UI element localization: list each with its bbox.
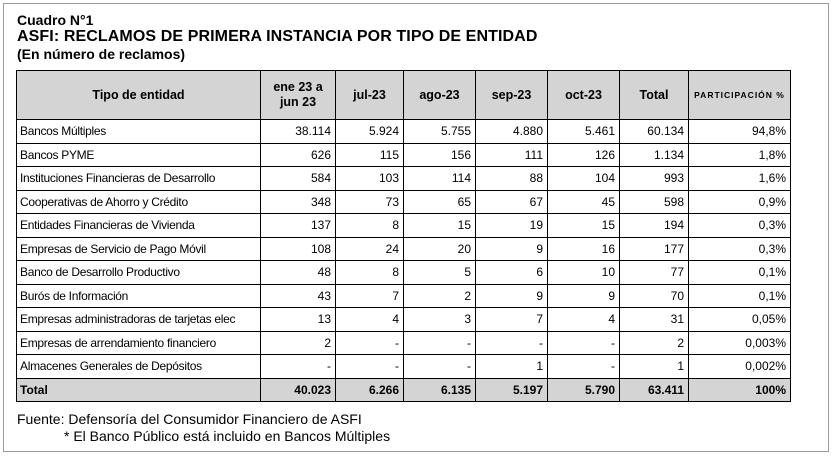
value-cell: 5 [404, 261, 476, 285]
total-value-cell: 5.197 [476, 378, 548, 401]
value-cell: 5.924 [336, 120, 404, 144]
value-cell: 4 [336, 308, 404, 332]
entity-name-cell: Burós de Información [17, 284, 261, 308]
table-row [17, 143, 791, 167]
value-cell: - [261, 355, 336, 379]
column-header-entity-type: Tipo de entidad [17, 71, 261, 120]
value-cell: 114 [404, 167, 476, 191]
title-block [17, 12, 537, 62]
value-cell: 177 [620, 237, 689, 261]
value-cell: 0,3% [689, 237, 791, 261]
value-cell: 111 [476, 143, 548, 167]
table-row [17, 190, 791, 214]
value-cell: 1.134 [620, 143, 689, 167]
value-cell: 1 [476, 355, 548, 379]
table-row [17, 167, 791, 191]
value-cell: 1,6% [689, 167, 791, 191]
column-header-sep: sep-23 [476, 71, 548, 120]
value-cell: 0,003% [689, 331, 791, 355]
footnote: * El Banco Público está incluido en Bancos Múltiples [64, 428, 391, 444]
entity-name-cell: Instituciones Financieras de Desarrollo [17, 167, 261, 191]
total-value-cell: 5.790 [548, 378, 620, 401]
entity-name-cell: Almacenes Generales de Depósitos [17, 355, 261, 379]
value-cell: 2 [404, 284, 476, 308]
value-cell: 13 [261, 308, 336, 332]
source-note: Fuente: Defensoría del Consumidor Financiero de ASFI [17, 411, 362, 427]
value-cell: 4 [548, 308, 620, 332]
value-cell: 3 [404, 308, 476, 332]
value-cell: - [336, 331, 404, 355]
value-cell: 67 [476, 190, 548, 214]
entity-name-cell: Empresas de arrendamiento financiero [17, 331, 261, 355]
total-value-cell: 6.266 [336, 378, 404, 401]
value-cell: 10 [548, 261, 620, 285]
value-cell: 73 [336, 190, 404, 214]
column-header-total: Total [620, 71, 689, 120]
column-header-participation: PARTICIPACIÓN % [689, 71, 791, 120]
table-row [17, 308, 791, 332]
value-cell: 45 [548, 190, 620, 214]
value-cell: 137 [261, 214, 336, 238]
total-value-cell: 63.411 [620, 378, 689, 401]
value-cell: 16 [548, 237, 620, 261]
value-cell: 20 [404, 237, 476, 261]
value-cell: - [476, 331, 548, 355]
value-cell: 43 [261, 284, 336, 308]
value-cell: - [404, 355, 476, 379]
value-cell: 31 [620, 308, 689, 332]
value-cell: 24 [336, 237, 404, 261]
value-cell: 2 [261, 331, 336, 355]
value-cell: 8 [336, 214, 404, 238]
claims-table [16, 70, 791, 402]
value-cell: 108 [261, 237, 336, 261]
value-cell: 19 [476, 214, 548, 238]
column-header-jan-jun: ene 23 a jun 23 [261, 71, 336, 120]
value-cell: 598 [620, 190, 689, 214]
value-cell: 60.134 [620, 120, 689, 144]
table-row [17, 237, 791, 261]
table-row [17, 120, 791, 144]
value-cell: 993 [620, 167, 689, 191]
value-cell: 9 [548, 284, 620, 308]
entity-name-cell: Empresas administradoras de tarjetas elec [17, 308, 261, 332]
value-cell: 94,8% [689, 120, 791, 144]
value-cell: - [548, 355, 620, 379]
total-value-cell: 40.023 [261, 378, 336, 401]
column-header-jul: jul-23 [336, 71, 404, 120]
table-row [17, 331, 791, 355]
value-cell: 15 [404, 214, 476, 238]
table-row [17, 284, 791, 308]
page-subtitle: (En número de reclamos) [17, 46, 186, 62]
value-cell: 0,05% [689, 308, 791, 332]
value-cell: 15 [548, 214, 620, 238]
value-cell: 7 [476, 308, 548, 332]
value-cell: 0,002% [689, 355, 791, 379]
total-value-cell: 6.135 [404, 378, 476, 401]
entity-name-cell: Banco de Desarrollo Productivo [17, 261, 261, 285]
value-cell: 0,1% [689, 284, 791, 308]
value-cell: 4.880 [476, 120, 548, 144]
value-cell: 156 [404, 143, 476, 167]
table-row [17, 261, 791, 285]
value-cell: 194 [620, 214, 689, 238]
table-notes [17, 411, 390, 445]
table-row [17, 355, 791, 379]
table-header-row [17, 71, 791, 120]
column-header-oct: oct-23 [548, 71, 620, 120]
value-cell: 6 [476, 261, 548, 285]
entity-name-cell: Bancos Múltiples [17, 120, 261, 144]
table-row [17, 214, 791, 238]
value-cell: - [336, 355, 404, 379]
value-cell: 70 [620, 284, 689, 308]
value-cell: 0,1% [689, 261, 791, 285]
cuadro-number: Cuadro N°1 [17, 12, 94, 28]
value-cell: 8 [336, 261, 404, 285]
value-cell: 126 [548, 143, 620, 167]
entity-name-cell: Empresas de Servicio de Pago Móvil [17, 237, 261, 261]
total-value-cell: 100% [689, 378, 791, 401]
total-label-cell: Total [17, 378, 261, 401]
value-cell: 5.755 [404, 120, 476, 144]
value-cell: 0,3% [689, 214, 791, 238]
value-cell: 5.461 [548, 120, 620, 144]
value-cell: 9 [476, 284, 548, 308]
entity-name-cell: Cooperativas de Ahorro y Crédito [17, 190, 261, 214]
value-cell: - [548, 331, 620, 355]
value-cell: 77 [620, 261, 689, 285]
value-cell: 104 [548, 167, 620, 191]
total-row [17, 378, 791, 401]
page-title: ASFI: RECLAMOS DE PRIMERA INSTANCIA POR TIPO DE ENTIDAD [17, 28, 538, 45]
entity-name-cell: Entidades Financieras de Vivienda [17, 214, 261, 238]
value-cell: 1 [620, 355, 689, 379]
value-cell: 65 [404, 190, 476, 214]
value-cell: 88 [476, 167, 548, 191]
value-cell: 9 [476, 237, 548, 261]
value-cell: - [404, 331, 476, 355]
value-cell: 626 [261, 143, 336, 167]
value-cell: 7 [336, 284, 404, 308]
column-header-aug: ago-23 [404, 71, 476, 120]
value-cell: 1,8% [689, 143, 791, 167]
entity-name-cell: Bancos PYME [17, 143, 261, 167]
value-cell: 584 [261, 167, 336, 191]
value-cell: 103 [336, 167, 404, 191]
value-cell: 38.114 [261, 120, 336, 144]
value-cell: 48 [261, 261, 336, 285]
value-cell: 348 [261, 190, 336, 214]
value-cell: 0,9% [689, 190, 791, 214]
value-cell: 115 [336, 143, 404, 167]
value-cell: 2 [620, 331, 689, 355]
